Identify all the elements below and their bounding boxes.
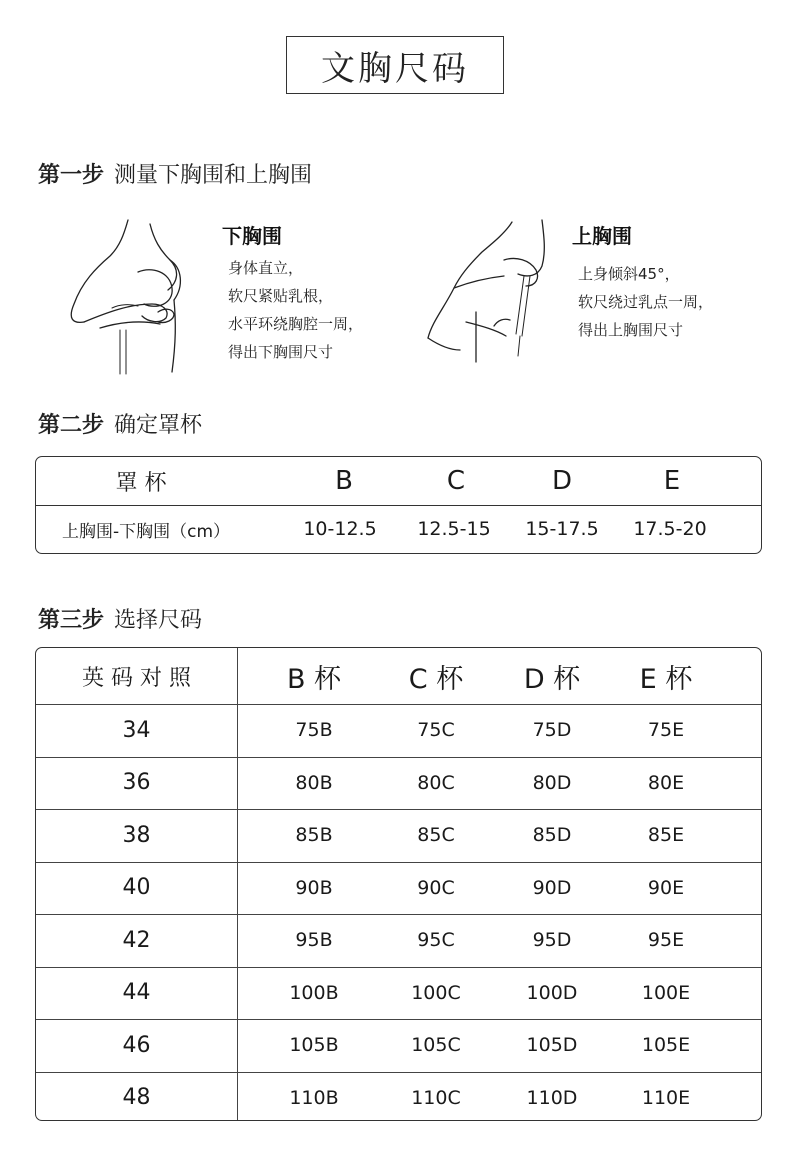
size-table-size-cell: 80D bbox=[532, 771, 572, 794]
underbust-line: 得出下胸围尺寸 bbox=[228, 343, 334, 361]
size-table bbox=[35, 647, 762, 1121]
underbust-title: 下胸围 bbox=[222, 224, 282, 248]
size-table-size-cell: 100C bbox=[411, 981, 461, 1004]
underbust-line: 水平环绕胸腔一周， bbox=[228, 315, 364, 333]
overbust-line: 软尺绕过乳点一周， bbox=[578, 293, 714, 311]
size-table-size-cell: 95D bbox=[532, 929, 572, 952]
size-table-band-cell: 42 bbox=[122, 927, 151, 953]
size-table-size-cell: 100E bbox=[641, 981, 691, 1004]
size-table-size-cell: 75C bbox=[417, 719, 455, 742]
overbust-illustration bbox=[420, 216, 565, 366]
step3-text: 选择尺码 bbox=[114, 608, 203, 633]
size-table-size-cell: 110B bbox=[289, 1086, 339, 1109]
size-table-size-cell: 90C bbox=[417, 876, 455, 899]
step2-label: 第二步 bbox=[38, 413, 105, 438]
size-table-size-cell: 80B bbox=[295, 771, 333, 794]
size-table-size-cell: 75E bbox=[647, 719, 685, 742]
cup-header-e: E bbox=[663, 466, 681, 496]
size-header-e: E 杯 bbox=[639, 663, 693, 695]
size-table-band-cell: 36 bbox=[122, 770, 151, 796]
cup-row-b: 10-12.5 bbox=[303, 518, 377, 540]
size-table-size-cell: 75D bbox=[532, 719, 572, 742]
size-table-size-cell: 110C bbox=[411, 1086, 461, 1109]
size-table-band-cell: 44 bbox=[122, 980, 151, 1006]
size-header-d: D 杯 bbox=[523, 663, 581, 695]
step1-label: 第一步 bbox=[38, 163, 105, 188]
underbust-instructions bbox=[228, 254, 363, 366]
step3-label: 第三步 bbox=[38, 608, 105, 633]
size-table-size-cell: 85B bbox=[295, 824, 333, 847]
size-table-band-cell: 34 bbox=[122, 717, 151, 743]
size-table-size-cell: 90B bbox=[295, 876, 333, 899]
size-table-size-cell: 100B bbox=[289, 981, 339, 1004]
size-table-band-cell: 48 bbox=[122, 1085, 151, 1111]
overbust-instructions bbox=[578, 260, 713, 344]
size-table-size-cell: 80C bbox=[417, 771, 455, 794]
size-table-size-cell: 95C bbox=[417, 929, 455, 952]
cup-header-c: C bbox=[446, 466, 466, 496]
size-table-band-cell: 40 bbox=[122, 875, 151, 901]
size-table-size-cell: 105D bbox=[526, 1034, 578, 1057]
overbust-title: 上胸围 bbox=[572, 224, 632, 248]
size-table-size-cell: 100D bbox=[526, 981, 578, 1004]
size-table-size-cell: 105C bbox=[411, 1034, 461, 1057]
underbust-line: 身体直立， bbox=[228, 259, 304, 277]
size-table-size-cell: 85E bbox=[647, 824, 685, 847]
size-table-size-cell: 105E bbox=[641, 1034, 691, 1057]
size-table-band-cell: 46 bbox=[122, 1032, 151, 1058]
overbust-line: 上身倾斜45°， bbox=[578, 265, 680, 283]
cup-row-c: 12.5-15 bbox=[417, 518, 491, 540]
size-table-column-divider bbox=[237, 648, 238, 1120]
step3-heading bbox=[38, 603, 202, 634]
cup-row-d: 15-17.5 bbox=[525, 518, 599, 540]
size-table-size-cell: 75B bbox=[295, 719, 333, 742]
underbust-illustration bbox=[60, 212, 220, 377]
overbust-line: 得出上胸围尺寸 bbox=[578, 321, 684, 339]
cup-header-d: D bbox=[551, 466, 573, 496]
step2-heading bbox=[38, 408, 202, 439]
size-table-size-cell: 95B bbox=[295, 929, 333, 952]
size-table-size-cell: 110E bbox=[641, 1086, 691, 1109]
cup-row-e: 17.5-20 bbox=[633, 518, 707, 540]
cup-table bbox=[35, 456, 762, 554]
size-table-size-cell: 85D bbox=[532, 824, 572, 847]
step1-text: 测量下胸围和上胸围 bbox=[114, 163, 313, 188]
size-table-size-cell: 90D bbox=[532, 876, 572, 899]
size-header-us: 英 码 对 照 bbox=[82, 665, 191, 691]
step2-text: 确定罩杯 bbox=[114, 413, 203, 438]
step1-heading bbox=[38, 158, 312, 189]
size-table-size-cell: 110D bbox=[526, 1086, 578, 1109]
underbust-line: 软尺紧贴乳根， bbox=[228, 287, 334, 305]
size-table-size-cell: 90E bbox=[647, 876, 685, 899]
size-table-size-cell: 105B bbox=[289, 1034, 339, 1057]
size-table-size-cell: 95E bbox=[647, 929, 685, 952]
cup-header-label: 罩 杯 bbox=[115, 470, 167, 496]
cup-row-label: 上胸围-下胸围（cm） bbox=[61, 521, 231, 542]
size-header-b: B 杯 bbox=[286, 663, 342, 695]
size-table-size-cell: 80E bbox=[647, 771, 685, 794]
cup-header-b: B bbox=[335, 466, 353, 496]
size-table-band-cell: 38 bbox=[122, 822, 151, 848]
size-header-c: C 杯 bbox=[408, 663, 464, 695]
page-title: 文胸尺码 bbox=[286, 36, 504, 94]
size-table-size-cell: 85C bbox=[417, 824, 455, 847]
